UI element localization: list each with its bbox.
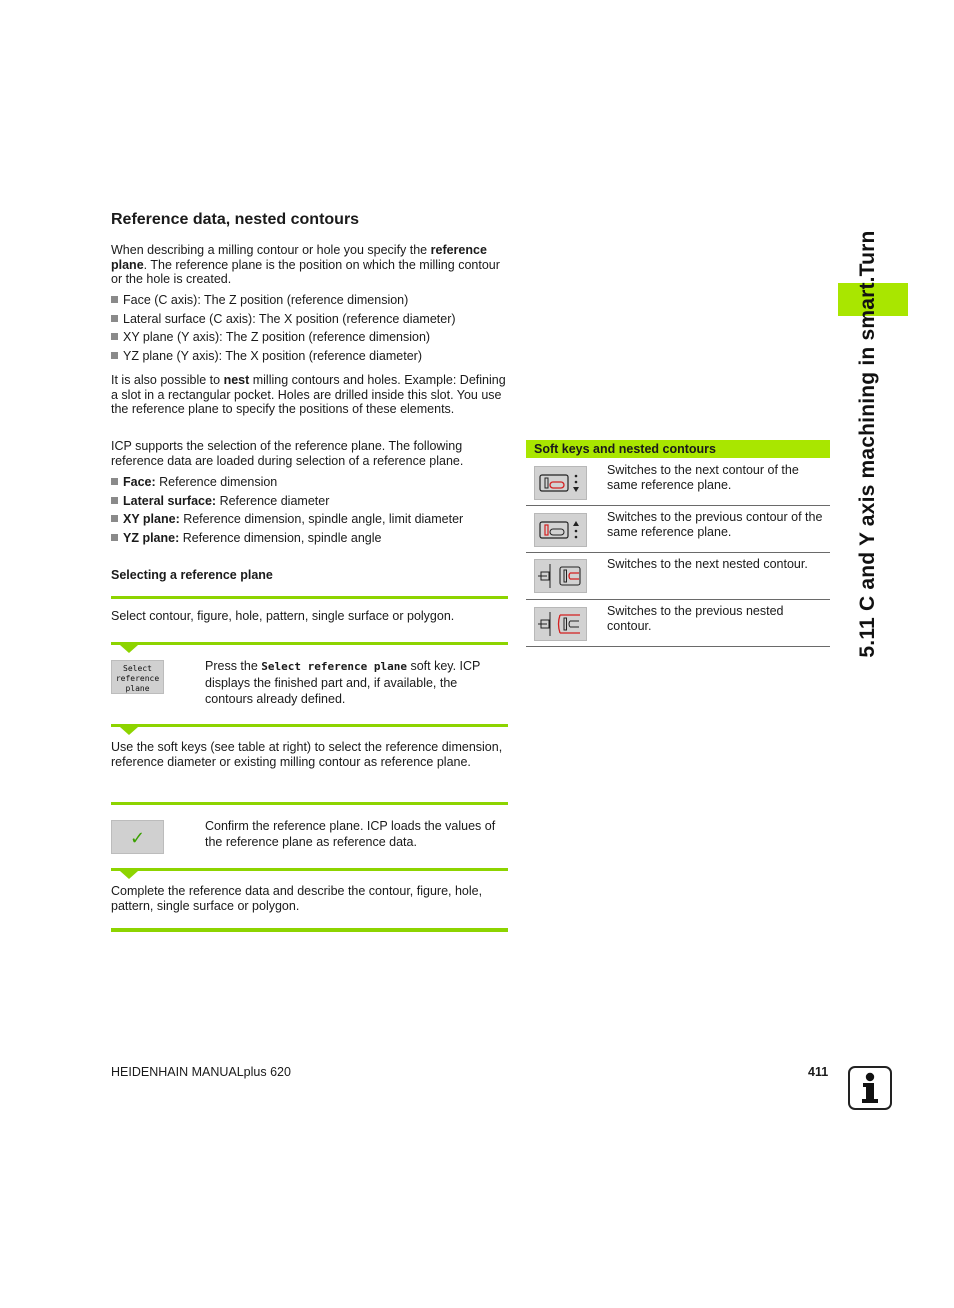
- step-divider: [111, 642, 508, 645]
- list-item: YZ plane: Reference dimension, spindle angle: [111, 529, 463, 548]
- section-title: Reference data, nested contours: [111, 211, 360, 228]
- reference-position-list: [111, 291, 456, 366]
- row-description: Switches to the next contour of the same reference plane.: [607, 463, 799, 492]
- step-arrow-icon: [120, 645, 138, 653]
- step-2-text: Press the Select reference plane soft key. ICP displays the finished part and, if available, the contours already defined.: [205, 659, 481, 706]
- icp-paragraph: ICP supports the selection of the reference plane. The following reference data are loaded during selection of a reference plane.: [111, 439, 464, 468]
- list-item: Lateral surface: Reference diameter: [111, 492, 463, 511]
- softkey-label: Select reference plane: [115, 664, 160, 693]
- step-1-text: Select contour, figure, hole, pattern, single surface or polygon.: [111, 609, 455, 623]
- select-reference-plane-softkey[interactable]: [111, 660, 164, 694]
- next-contour-icon: [535, 467, 586, 499]
- next-contour-softkey[interactable]: [534, 466, 587, 500]
- table-row: [526, 552, 830, 600]
- steps-end-bar: [111, 928, 508, 932]
- nest-paragraph: It is also possible to nest milling contours and holes. Example: Defining a slot in a rectangular pocket. Holes are drilled inside this slot. You use the reference plane to specify the positions of these elements.: [111, 373, 506, 416]
- previous-contour-icon: [535, 514, 586, 546]
- step-3-text: Use the soft keys (see table at right) to select the reference dimension, reference diameter or existing milling contour as reference plane.: [111, 740, 503, 769]
- row-description: Switches to the previous contour of the same reference plane.: [607, 510, 823, 539]
- table-row: [526, 599, 830, 647]
- step-arrow-icon: [120, 871, 138, 879]
- checkmark-icon: ✓: [129, 828, 146, 848]
- step-divider: [111, 596, 508, 599]
- info-icon: [848, 1066, 892, 1110]
- step-5-text: Complete the reference data and describe the contour, figure, hole, pattern, single surface or polygon.: [111, 884, 483, 913]
- previous-contour-softkey[interactable]: [534, 513, 587, 547]
- row-description: Switches to the next nested contour.: [607, 557, 808, 571]
- table-row: [526, 505, 830, 553]
- step-arrow-icon: [120, 727, 138, 735]
- list-item: YZ plane (Y axis): The X position (reference diameter): [111, 347, 456, 366]
- next-nested-softkey[interactable]: [534, 559, 587, 593]
- list-item: XY plane: Reference dimension, spindle angle, limit diameter: [111, 510, 463, 529]
- softkey-table-header: Soft keys and nested contours: [526, 440, 830, 458]
- row-description: Switches to the previous nested contour.: [607, 604, 784, 633]
- confirm-softkey[interactable]: [111, 820, 164, 854]
- list-item: XY plane (Y axis): The Z position (reference dimension): [111, 328, 456, 347]
- page-number: 411: [808, 1065, 829, 1079]
- previous-nested-icon: [535, 608, 586, 640]
- previous-nested-softkey[interactable]: [534, 607, 587, 641]
- step-divider: [111, 724, 508, 727]
- list-item: Face (C axis): The Z position (reference dimension): [111, 291, 456, 310]
- step-divider: [111, 802, 508, 805]
- subheading: Selecting a reference plane: [111, 568, 273, 582]
- next-nested-icon: [535, 560, 586, 592]
- step-4-text: Confirm the reference plane. ICP loads the values of the reference plane as reference data.: [205, 819, 496, 849]
- table-row: [526, 458, 830, 506]
- list-item: Face: Reference dimension: [111, 473, 463, 492]
- intro-paragraph: When describing a milling contour or hole you specify the reference plane. The reference plane is the position on which the milling contour or the hole is created.: [111, 243, 500, 286]
- reference-data-list: [111, 473, 463, 548]
- footer-product-name: HEIDENHAIN MANUALplus 620: [111, 1065, 291, 1079]
- step-divider: [111, 868, 508, 871]
- list-item: Lateral surface (C axis): The X position (reference diameter): [111, 310, 456, 329]
